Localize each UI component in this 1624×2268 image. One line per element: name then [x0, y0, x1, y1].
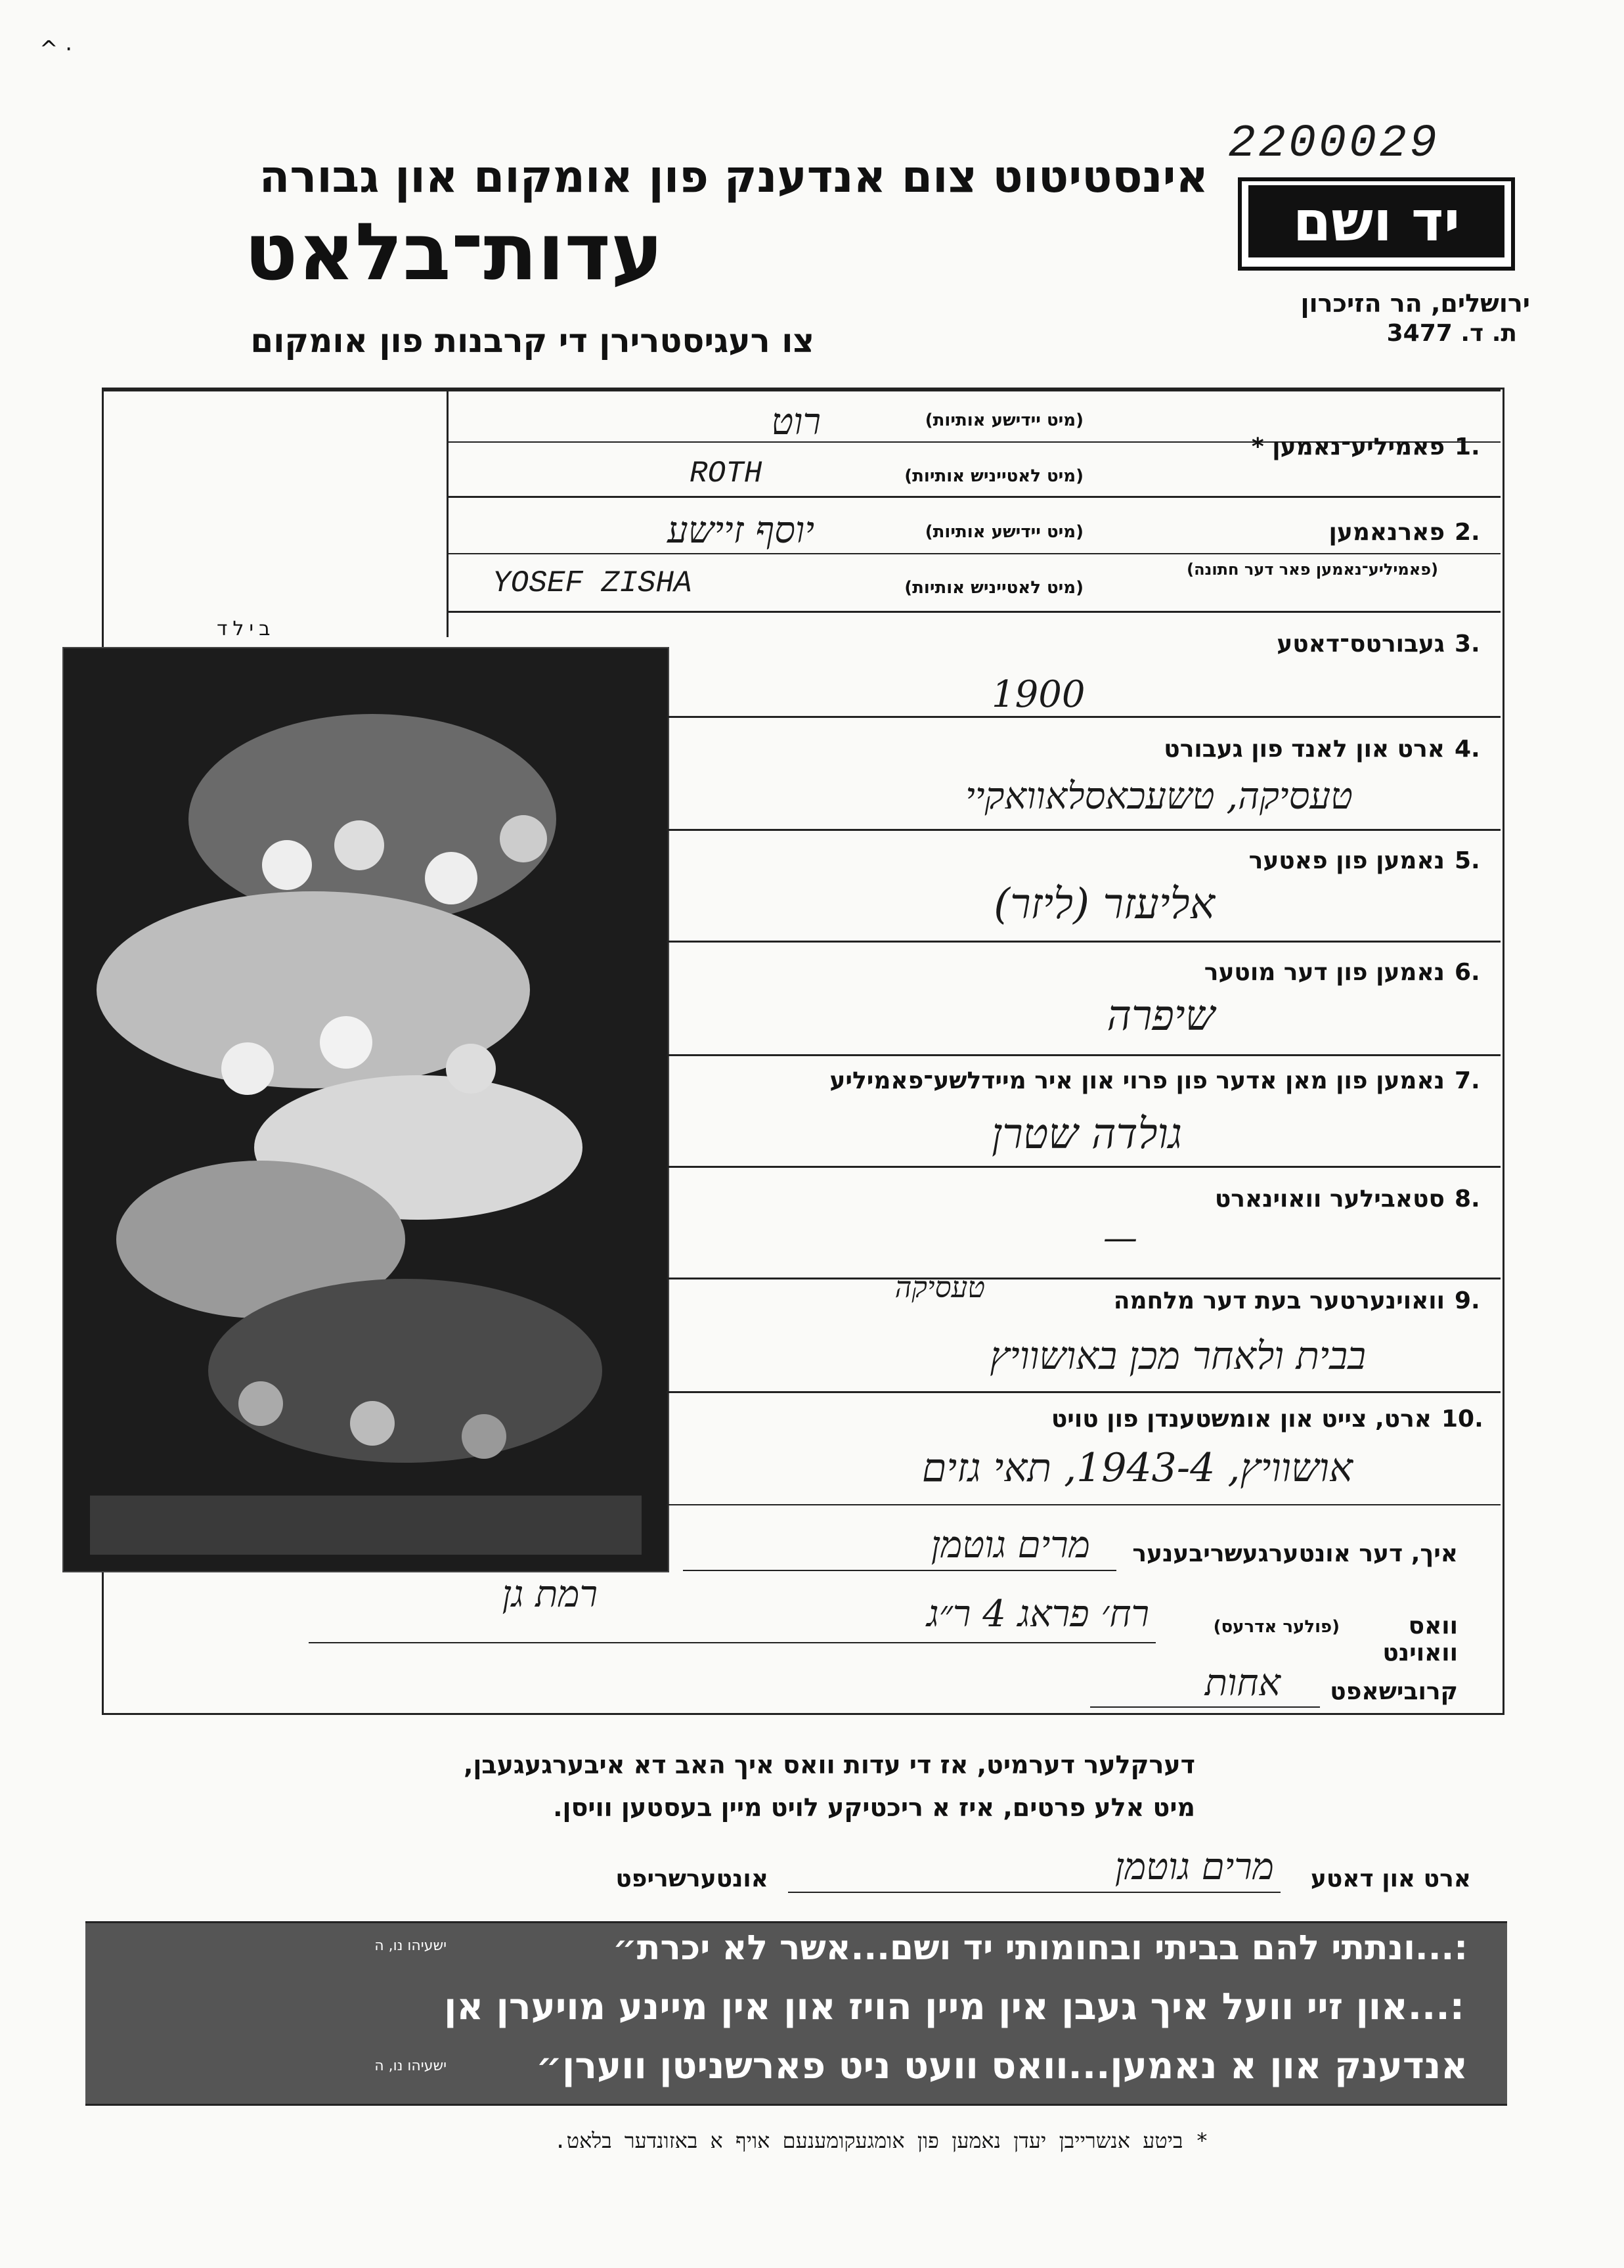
field-6-number: 6.	[1455, 959, 1480, 986]
signature-value[interactable]: מרים גוטמן	[1114, 1846, 1274, 1888]
document-number: 2200029	[1228, 118, 1440, 170]
signature-label: אונטערשריפט	[615, 1865, 768, 1892]
banner-line-3-ref: ישעיהו נו, ה	[374, 2058, 447, 2074]
address-line-1: ירושלים, הר הזיכרון	[1300, 289, 1530, 318]
quote-banner	[85, 1921, 1507, 2106]
footnote: * ביטע אנשרייבן יעדן נאמען פון אומגעקומענעם אויף א באזונדער בלאט.	[554, 2128, 1208, 2153]
field-8-label: סטאבילער וואוינארט	[1214, 1186, 1445, 1212]
field-10-number: 10.	[1441, 1406, 1483, 1433]
field-8-value[interactable]: —	[1103, 1218, 1137, 1258]
field-4-number: 4.	[1455, 736, 1480, 763]
corner-mark: ^ ·	[39, 36, 73, 62]
field-1-value-latin[interactable]: ROTH	[690, 456, 762, 491]
banner-line-2: :...און זיי וועל איך געבן אין מיין הויז און אין מיינע מויערן אן	[444, 1986, 1464, 2028]
field-10-label: ארט, צייט און אומשטענדן פון טויט	[1051, 1406, 1432, 1433]
field-5-number: 5.	[1455, 847, 1480, 874]
field-2-hint-yiddish: (מיט יידישע אותיות)	[925, 522, 1084, 542]
relation-value[interactable]: אחות	[1204, 1662, 1281, 1704]
field-9-value[interactable]: בבית ולאחר מכן באושוויץ	[990, 1333, 1366, 1378]
yad-vashem-logo	[1238, 177, 1515, 271]
banner-line-3: אנדענק און א נאמען...וואס וועט ניט פארשניטן ווערן״	[536, 2045, 1468, 2087]
banner-line-1-ref: ישעיהו נו, ה	[374, 1938, 447, 1954]
field-7-value[interactable]: גולדה שטרן	[991, 1110, 1182, 1159]
place-date-label: ארט און דאטע	[1310, 1865, 1471, 1892]
field-3-value[interactable]: 1900	[992, 673, 1086, 716]
testifier-address-label: וואס וואוינט	[1382, 1612, 1458, 1666]
field-1-hint-yiddish: (מיט יידישע אותיות)	[925, 411, 1084, 430]
testifier-name-label: איך, דער אונטערגעשריבענער	[1132, 1540, 1458, 1567]
field-1-value-yiddish[interactable]: רוט	[771, 401, 821, 443]
field-1-hint-latin: (מיט לאטייניש אותיות)	[904, 466, 1084, 486]
logo-text: יד ושם	[1248, 185, 1504, 257]
field-3-label: געבורטס־דאטע	[1277, 631, 1445, 657]
institute-title: אינסטיטוט צום אנדענק פון אומקום און גבורה	[259, 151, 1208, 203]
page-title: עדות־בלאט	[244, 207, 663, 298]
field-7-number: 7.	[1455, 1067, 1480, 1094]
field-9-label: וואוינערטער בעת דער מלחמה	[1113, 1287, 1445, 1314]
testifier-address-hint: (פולער אדרעס)	[1213, 1617, 1340, 1637]
field-2-value-latin[interactable]: YOSEF ZISHA	[493, 566, 692, 600]
family-group-photo-icon	[64, 648, 668, 1571]
field-6-value[interactable]: שיפרה	[1107, 992, 1215, 1040]
field-2-value-yiddish[interactable]: יוסף זיישע	[667, 509, 814, 552]
testifier-address-value[interactable]: רח׳ פראג 4 ר״ג	[927, 1593, 1149, 1635]
field-1-label: פאמיליע־נאמען *	[1251, 434, 1445, 460]
field-9-number: 9.	[1455, 1287, 1480, 1314]
field-3-number: 3.	[1455, 631, 1480, 657]
field-2-label: פארנאמען	[1328, 519, 1445, 546]
testifier-address-extra[interactable]: רמת גן	[502, 1573, 598, 1616]
relation-label: קרובישאפט	[1330, 1678, 1458, 1705]
field-8-number: 8.	[1455, 1186, 1480, 1212]
field-10-value[interactable]: אושוויץ, 1943-4, תאי גזים	[921, 1445, 1353, 1491]
field-7-label: נאמען פון מאן אדער פון פרוי און איר מיידלשע־פאמיליע	[829, 1067, 1445, 1094]
field-2-hint-latin: (מיט לאטייניש אותיות)	[904, 578, 1084, 598]
page-subtitle: צו רעגיסטרירן די קרבנות פון אומקום	[250, 322, 814, 360]
field-6-label: נאמען פון דער מוטער	[1204, 959, 1445, 986]
family-photo	[62, 647, 669, 1572]
field-4-value[interactable]: טעסיקה, טשעכאסלאוואקיי	[965, 775, 1353, 818]
field-5-label: נאמען פון פאטער	[1248, 847, 1445, 874]
field-2-number: 2.	[1455, 519, 1480, 546]
field-9-value-top[interactable]: טעסיקה	[894, 1271, 985, 1304]
field-2-sublabel: (פאמיליע־נאמען פאר דער חתונה)	[1187, 560, 1438, 579]
photo-label: בילד	[217, 617, 276, 640]
field-4-label: ארט און לאנד פון געבורט	[1164, 736, 1445, 763]
testifier-name-value[interactable]: מרים גוטמן	[931, 1524, 1090, 1567]
field-1-number: 1.	[1455, 434, 1480, 460]
declaration-line-2: מיט אלע פרטים, איז א ריכטיקע לויט מיין בעסטען וויסן.	[553, 1793, 1195, 1822]
address-line-2: ת. ד. 3477	[1386, 320, 1517, 347]
field-5-value[interactable]: אליעזר (ליזר)	[994, 880, 1215, 929]
banner-line-1: :...ונתתי להם בביתי ובחומותי יד ושם...אשר לא יכרת״	[612, 1928, 1468, 1968]
declaration-line-1: דערקלער דערמיט, אז די עדות וואס איך האב דא איבערגעגעבן,	[463, 1750, 1195, 1779]
